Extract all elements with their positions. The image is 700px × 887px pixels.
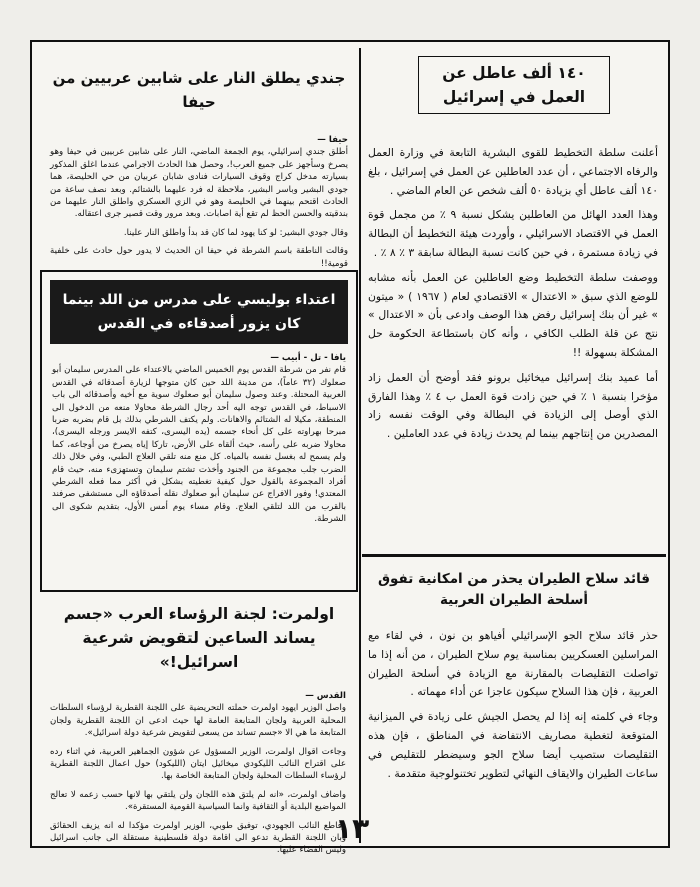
air-force-paragraph: وجاء في كلمته إنه إذا لم يحصل الجيش على زيادة في الميزانية المتوقعة لتغطية مصاريف الانتفاضة في المناطق ، فإن هذه التقليصات ستصيب أيضا سلاح الجو وسيضطر للتقليص في ساعات الطيران والايقاف النهائي لتطوير تختنولوجية متقدمة . [368,710,658,780]
air-force-article [362,554,666,843]
haifa-dateline: حيفا — [317,135,348,145]
jerusalem-headline: اعتداء بوليسي على مدرس من اللد بينما كان يزور أصدقاءه في القدس [62,292,336,332]
olmert-paragraph: واضاف اولمرت، «انه لم يلتق هذه اللجان ولن يلتقي بها لانها حسب زعمه لا تعالج المواضيع البلدية أو الثقافية وانما السياسية القومية المستقرة». [50,789,346,813]
unemployment-paragraph: أما عميد بنك إسرائيل ميخائيل برونو فقد أوضح أن العمل زاد مؤخرا بنسبة ١ ٪ في حين زادت قوة العمل ب ٤ ٪ وهذا الفارق الذي أوصل إلى الزيادة في البطالة وفي الوقت نفسه زاد المصدرين من إنتاجهم بينما لم يحدث زيادة في عدد العاملين . [368,370,658,441]
jerusalem-paragraph: قام نفر من شرطة القدس يوم الخميس الماضي بالاعتداء على المدرس سليمان أبو صعلوك (٣٢ عاماً)، من مدينة اللد حين كان متوجها لزيارة أصدقائه في القدس العربية المحتلة. وعند وصول سليمان أبو صعلوك سوية مع أخيه وأصدقائه الى باب الاسباط، في القدس توجه اليه أحد رجال الشرطة محاولا منعه من الدخول الى المنطقة، مكيلا له الشتائم والاهانات. ولم يكتف الشرطي بذلك بل قام بضربه ضربا مبرحا بهراوته على كل أنحاء جسمه (يده اليسرى، كتفه الايسر ورجله اليسرى)، محاولا ضربه على رأسه، حيث ألقاه على الأرض، تاركا إياه يصرخ من أوجاعه، كما ولم يسمح له بغسل نفسه بالمياه. كل منع منه تلقي العلاج الطبي، وفي خلال ذلك الضرب جلب مجموعة من الجنود وأخذت تشتم سليمان وتستهزىء منه، حيث قام أفراد المجموعة بالقول حول كيفية تغطيته بشكل في أكثر مما فعله الشرطي المعتدي! وفور الافراج عن سليمان أبو صعلوك نقله أصدقاؤه الى مستشفى صرفند بالقرب من اللد لتلقي العلاج. وقام مساء يوم أمس الأول، بتقديم شكوى الى الشرطة. [52,365,346,525]
jerusalem-headline-box [50,280,348,344]
olmert-article [40,596,358,856]
left-column [40,48,358,856]
olmert-paragraph: وقاطع النائب الجهودي، توفيق طوبي، الوزير اولمرت مؤكدا له انه يزيف الحقائق وبان اللجنة القطرية تدعو الى اقامة دولة فلسطينية مستقلة الى جانب اسرائيل وليس القضاء عليها. [50,820,346,856]
unemployment-paragraph: ووصفت سلطة التخطيط وضع العاطلين عن العمل بأنه مشابه للوضع الذي سبق « الاعتدال » الاقتصادي لعام ( ١٩٦٧ ) « ميتون » غير أن بنك إسرائيل رفض هذا الوصف وادعى بأن « الاعتدال » نتج عن قلة الطلب الكافي ، وأنه كان باستطاعة الحكومة حل المشكلة بسهولة !! [368,270,659,359]
olmert-dateline: القدس — [305,691,346,701]
olmert-paragraph: واصل الوزير ايهود اولمرت حملته التحريضية على اللجنة القطرية لرؤساء السلطات المحلية العربية ولجان المتابعة العامة لها حيث ادعى ان اللجنة القطرية ولجان المتابعة ما هي الا «جسم تساند من يسعى لتقويض شرعية دولة اسرائيل». [50,703,346,739]
haifa-paragraph: أطلق جندي إسرائيلي، يوم الجمعة الماضي، النار على شابين عربيين في حيفا وهو يصرخ وسأجهز على جميع العرب!، وحصل هذا الحادث الاجرامي عندما اغلق المذكور بسيارته مدخل كراج وقوف السيارات فنادى شابان عربيان من حي الحليصة، هما جودي البشير وباسر البشير، ملاحظة له فرد عليهما بالشتائم. وبعد نصف ساعة من الحادث اقتحم بينهما في الحليصة وهو في الزي العسكري واطلق النار عليهما من بندقيته والحسن الحظ لم تقع أية اصابات. وبعد مرور وقت قصير جرى اعتقاله. [50,147,348,220]
unemployment-headline-box [418,56,610,114]
haifa-headline: جندي يطلق النار على شابين عربيين من حيفا [52,69,346,111]
unemployment-paragraph: وهذا العدد الهائل من العاطلين يشكل نسبة ٩ ٪ من مجمل قوة العمل في الاقتصاد الاسرائيلي ، وأوردت هيئة التخطيط أن البطالة في زيادة مستمرة ، في حين كانت نسبة البطالة سابقة ٣ ٪ ٨ ٪ . [368,208,658,259]
unemployment-headline: ١٤٠ ألف عاطل عن العمل في إسرائيل [442,64,586,106]
unemployment-article [362,48,666,546]
jerusalem-body [52,352,346,532]
jerusalem-article [40,270,358,592]
right-column [362,48,666,843]
page-number: ١٣ [335,812,370,845]
olmert-body [50,690,346,863]
haifa-body [50,134,348,276]
haifa-paragraph: وقال جودي البشير: لو كنا يهود لما كان قد بدأ واطلق النار علينا. [123,227,348,238]
olmert-headline: اولمرت: لجنة الرؤساء العرب «جسم يساند الساعين لتقويض شرعية اسرائيل!» [63,605,335,671]
unemployment-paragraph: أعلنت سلطة التخطيط للقوى البشرية التابعة في وزارة العمل والرفاه الاجتماعي ، أن عدد العاطلين عن العمل في إسرائيل ، بلغ ١٤٠ ألف عاطل أي بزيادة ٥٠ ألف شخص عن العام الماضي . [368,146,658,197]
air-force-headline: قائد سلاح الطيران يحذر من امكانية تفوق أسلحة الطيران العربية [377,571,650,608]
jerusalem-dateline: يافا - تل - أبيب — [270,353,346,363]
haifa-paragraph: وقالت الناطقة باسم الشرطة في حيفا ان الحديث لا يدور حول حادث على خلفية قومية!! [50,246,348,269]
air-force-paragraph: حذر قائد سلاح الجو الإسرائيلي أفياهو بن نون ، في لقاء مع المراسلين العسكريين بمناسبة يوم سلاح الطيران ، من أنه إذا ما تواصلت التقليصات بالمقارنة مع الزيادة في أسلحة الطيران العربية ، فإن هذا السلاح سيكون عاجزا عن أداء مهماته . [368,629,658,699]
unemployment-body [368,144,658,450]
air-force-body [368,627,658,789]
haifa-article [40,48,358,269]
column-divider [359,48,361,843]
olmert-paragraph: وجاءت اقوال اولمرت، الوزير المسؤول عن شؤون الجماهير العربية، في اثناء رده على اقتراح النائب الليكودي ميخائيل ايتان (الليكود) حول اعمال اللجنة القطرية لرؤساء السلطات المحلية ولجان المتابعة الخاصة بها. [50,746,346,782]
